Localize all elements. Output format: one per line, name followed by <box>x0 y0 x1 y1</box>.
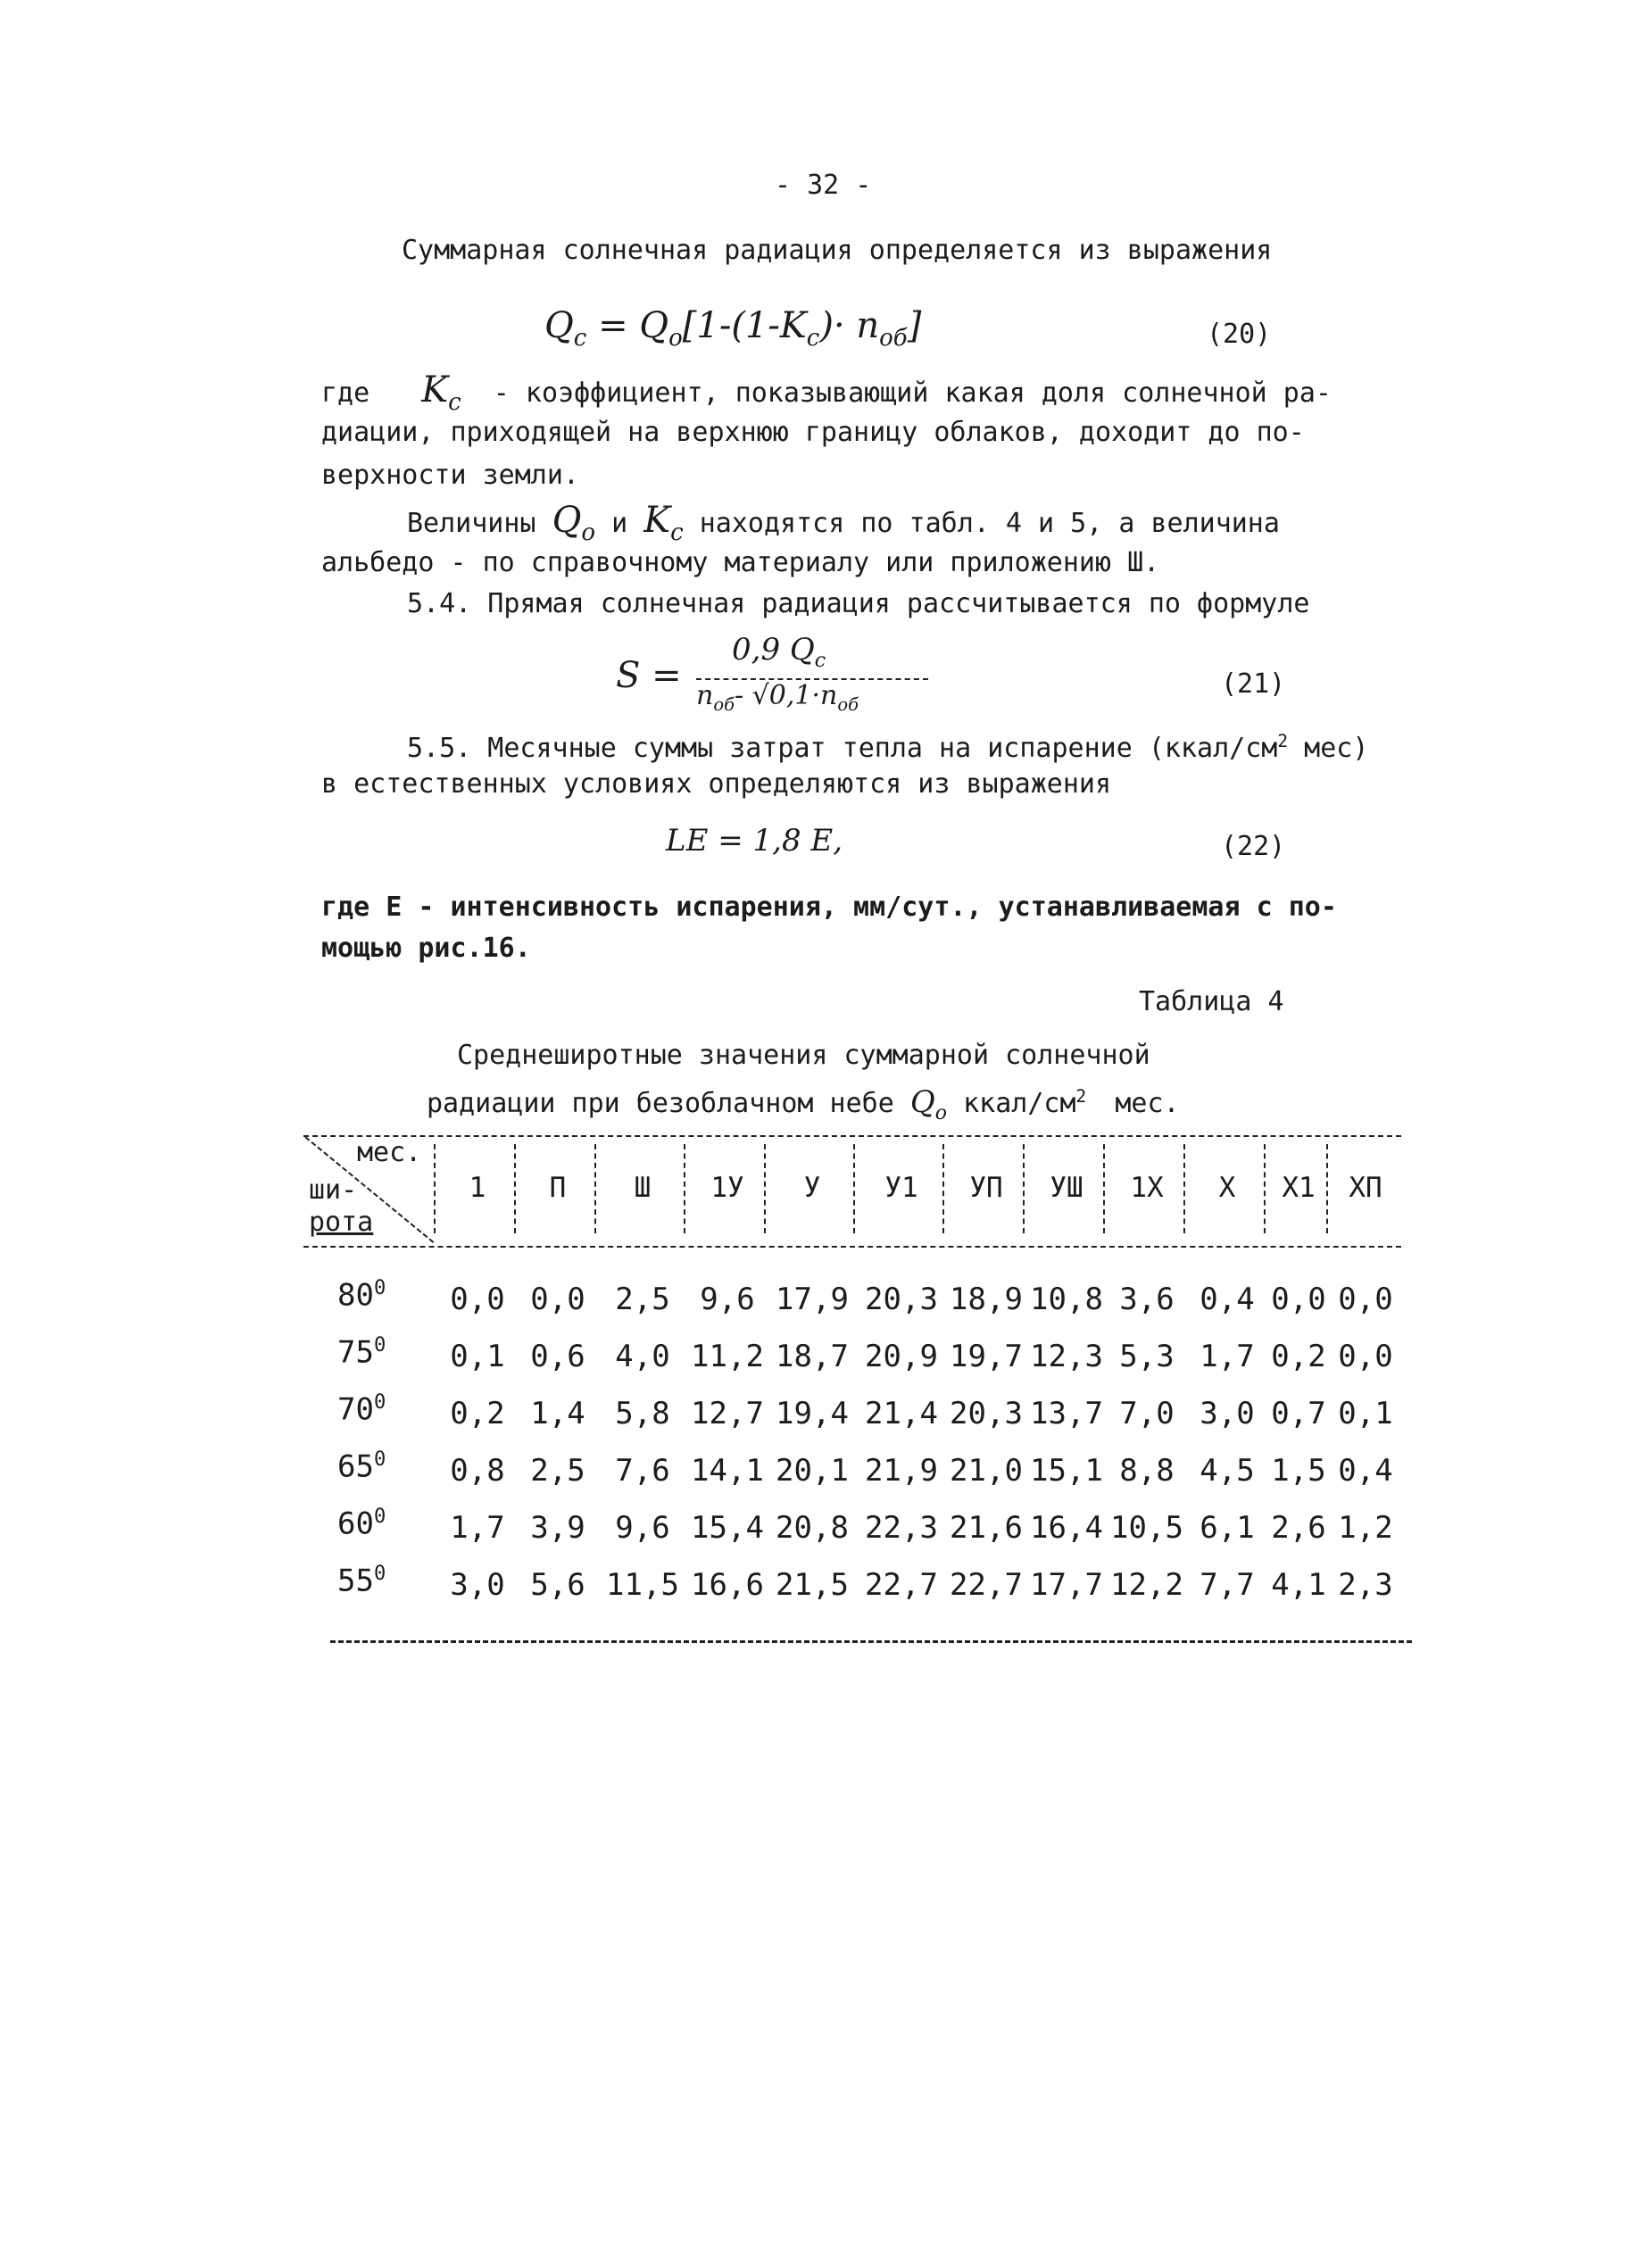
latitude-label: $80^0$ <box>337 1276 386 1314</box>
table-title-line2: радиации при безоблачном небе $Q_о$ ккал/$см^2$ мес. <box>427 1084 1180 1124</box>
table-header-rule <box>303 1246 1401 1248</box>
table-cell: 19,4 <box>776 1396 849 1431</box>
table-cell: 0,0 <box>1338 1282 1393 1317</box>
paragraph-5-5-line2: в естественных условиях определяются из выражения <box>321 768 1112 800</box>
table-bottom-rule <box>330 1640 1412 1643</box>
equation-21 <box>616 632 937 725</box>
table-cell: 0,8 <box>450 1453 505 1489</box>
eq20-rhs-body: [1-(1-K <box>682 305 807 346</box>
table-cell: 8,8 <box>1119 1453 1175 1489</box>
kc-definition-line3: верхности земли. <box>321 460 579 491</box>
month-header: ХП <box>1349 1172 1382 1204</box>
equation-21-number: (21) <box>1221 668 1286 700</box>
table-cell: 0,6 <box>530 1339 585 1374</box>
table-cell: 3,0 <box>1200 1396 1255 1431</box>
corner-lat-label-2: рота <box>309 1207 374 1238</box>
table-cell: 21,4 <box>865 1396 938 1431</box>
table-cell: 2,6 <box>1271 1510 1326 1546</box>
table-cell: 1,7 <box>450 1510 505 1546</box>
header-separator <box>1103 1144 1105 1233</box>
month-header: УП <box>969 1172 1003 1204</box>
eq20-rhs-pre: = Q <box>598 305 669 346</box>
table-cell: 11,2 <box>691 1339 764 1374</box>
albedo-line: альбедо - по справочному материалу или приложению Ш. <box>321 547 1160 578</box>
table-cell: 3,9 <box>530 1510 585 1546</box>
table-cell: 0,4 <box>1200 1282 1255 1317</box>
eq20-k-sub: c <box>806 325 820 352</box>
table-cell: 16,6 <box>691 1567 764 1603</box>
data-table <box>303 1135 1410 1644</box>
table-cell: 20,8 <box>776 1510 849 1546</box>
header-separator <box>434 1144 436 1233</box>
month-header: 1 <box>469 1172 486 1204</box>
month-header: У1 <box>884 1172 918 1204</box>
month-header: Ш <box>634 1172 652 1204</box>
table-cell: 20,1 <box>776 1453 849 1489</box>
month-header: 1У <box>710 1172 744 1204</box>
table-cell: 5,8 <box>615 1396 670 1431</box>
table-cell: 9,6 <box>615 1510 670 1546</box>
table-cell: 0,7 <box>1271 1396 1326 1431</box>
table-cell: 0,4 <box>1338 1453 1393 1489</box>
table-cell: 5,6 <box>530 1567 585 1603</box>
values-rest: находятся по табл. 4 и 5, а величина <box>699 508 1280 539</box>
table-cell: 22,7 <box>865 1567 938 1603</box>
table-cell: 21,9 <box>865 1453 938 1489</box>
corner-lat-label-1: ши- <box>309 1174 358 1206</box>
header-separator <box>1326 1144 1328 1233</box>
header-separator <box>1183 1144 1185 1233</box>
paragraph-e-def-line1: где Е - интенсивность испарения, мм/сут., устанавливаемая с по- <box>321 892 1337 923</box>
header-separator <box>514 1144 516 1233</box>
table-cell: 3,0 <box>450 1567 505 1603</box>
table-cell: 6,1 <box>1200 1510 1255 1546</box>
table-cell: 0,0 <box>1271 1282 1326 1317</box>
table-cell: 21,5 <box>776 1567 849 1603</box>
table-cell: 1,4 <box>530 1396 585 1431</box>
table-cell: 7,6 <box>615 1453 670 1489</box>
table-cell: 12,3 <box>1030 1339 1103 1374</box>
latitude-label: $65^0$ <box>337 1448 386 1485</box>
table-cell: 16,4 <box>1030 1510 1103 1546</box>
table-cell: 0,0 <box>1338 1339 1393 1374</box>
table-cell: 9,6 <box>700 1282 755 1317</box>
month-header: У <box>803 1172 821 1204</box>
table-cell: 20,3 <box>950 1396 1023 1431</box>
month-header: Х1 <box>1282 1172 1316 1204</box>
eq20-n-sub: об <box>879 325 908 352</box>
header-separator <box>684 1144 685 1233</box>
kc-symbol: $K_c$ <box>421 369 461 416</box>
table-cell: 17,9 <box>776 1282 849 1317</box>
table-cell: 10,5 <box>1110 1510 1183 1546</box>
header-separator <box>1264 1144 1266 1233</box>
table-cell: 1,7 <box>1200 1339 1255 1374</box>
table-cell: 2,5 <box>530 1453 585 1489</box>
paragraph-5-4: 5.4. Прямая солнечная радиация рассчитывается по формуле <box>407 588 1310 619</box>
table-cell: 15,4 <box>691 1510 764 1546</box>
table-cell: 12,7 <box>691 1396 764 1431</box>
kc-definition-line2: диации, приходящей на верхнюю границу облаков, доходит до по- <box>321 417 1305 448</box>
table-cell: 7,7 <box>1200 1567 1255 1603</box>
header-separator <box>853 1144 855 1233</box>
table-cell: 5,3 <box>1119 1339 1175 1374</box>
eq20-lhs: Q <box>544 305 574 346</box>
eq20-lhs-sub: c <box>573 325 587 352</box>
table-cell: 4,0 <box>615 1339 670 1374</box>
month-header: П <box>549 1172 567 1204</box>
table-cell: 18,7 <box>776 1339 849 1374</box>
table-cell: 4,1 <box>1271 1567 1326 1603</box>
equation-22: LE = 1,8 E, <box>666 823 843 859</box>
header-separator <box>594 1144 596 1233</box>
table-cell: 20,9 <box>865 1339 938 1374</box>
and-word: и <box>611 508 628 539</box>
equation-20 <box>544 305 921 352</box>
table-cell: 0,1 <box>450 1339 505 1374</box>
eq20-rhs-tail: )· n <box>819 305 880 346</box>
where-word: где <box>321 378 370 409</box>
month-header: Х <box>1218 1172 1236 1204</box>
corner-month-label: мес. <box>357 1137 422 1168</box>
table-title-line1: Среднеширотные значения суммарной солнечной <box>457 1040 1150 1071</box>
table-cell: 0,2 <box>450 1396 505 1431</box>
table-cell: 4,5 <box>1200 1453 1255 1489</box>
latitude-label: $60^0$ <box>337 1505 386 1542</box>
table-cell: 0,2 <box>1271 1339 1326 1374</box>
table-cell: 17,7 <box>1030 1567 1103 1603</box>
table-cell: 21,0 <box>950 1453 1023 1489</box>
month-header: 1Х <box>1130 1172 1164 1204</box>
table-cell: 0,0 <box>530 1282 585 1317</box>
paragraph-5-5-line1: 5.5. Месячные суммы затрат тепла на испарение ($ккал/см^2$ мес) <box>407 731 1369 764</box>
table-cell: 12,2 <box>1110 1567 1183 1603</box>
table-cell: 2,3 <box>1338 1567 1393 1603</box>
eq21-denominator: $n_{об}-$ $√0,1\cdot n_{об}$ <box>696 680 859 715</box>
page-number: - 32 - <box>775 170 872 201</box>
table-cell: 7,0 <box>1119 1396 1175 1431</box>
table-cell: 1,2 <box>1338 1510 1393 1546</box>
header-separator <box>1023 1144 1025 1233</box>
table-cell: 20,3 <box>865 1282 938 1317</box>
table-cell: 11,5 <box>606 1567 679 1603</box>
table-label: Таблица 4 <box>1139 986 1284 1017</box>
table-cell: 15,1 <box>1030 1453 1103 1489</box>
kc-symbol-2: $K_c$ <box>643 500 684 546</box>
table-cell: 18,9 <box>950 1282 1023 1317</box>
equation-20-number: (20) <box>1207 319 1272 350</box>
values-word: Величины <box>407 508 536 539</box>
latitude-label: $70^0$ <box>337 1390 386 1428</box>
q0-symbol: $Q_о$ <box>552 500 596 546</box>
table-cell: 2,5 <box>615 1282 670 1317</box>
kc-definition-line1: - коэффициент, показывающий какая доля солнечной ра- <box>493 378 1332 409</box>
table-cell: 14,1 <box>691 1453 764 1489</box>
eq20-rhs-sub: o <box>668 325 683 352</box>
header-separator <box>764 1144 766 1233</box>
table-cell: 13,7 <box>1030 1396 1103 1431</box>
table-cell: 22,7 <box>950 1567 1023 1603</box>
eq21-lhs: S = <box>616 655 682 696</box>
table-cell: 3,6 <box>1119 1282 1175 1317</box>
table-cell: 19,7 <box>950 1339 1023 1374</box>
equation-22-number: (22) <box>1221 831 1286 862</box>
table-cell: 1,5 <box>1271 1453 1326 1489</box>
table-cell: 21,6 <box>950 1510 1023 1546</box>
header-separator <box>942 1144 944 1233</box>
month-header: УШ <box>1050 1172 1083 1204</box>
table-cell: 0,0 <box>450 1282 505 1317</box>
latitude-label: $75^0$ <box>337 1333 386 1371</box>
table-cell: 0,1 <box>1338 1396 1393 1431</box>
paragraph-intro: Суммарная солнечная радиация определяется из выражения <box>402 235 1273 266</box>
table-cell: 10,8 <box>1030 1282 1103 1317</box>
table-cell: 22,3 <box>865 1510 938 1546</box>
eq21-numerator: 0,9 $Q_c$ <box>732 632 826 672</box>
table-title-q0: $Q_о$ <box>909 1084 948 1124</box>
paragraph-e-def-line2: мощью рис.16. <box>321 933 531 964</box>
latitude-label: $55^0$ <box>337 1562 386 1599</box>
eq20-rhs-end: ] <box>907 305 922 346</box>
